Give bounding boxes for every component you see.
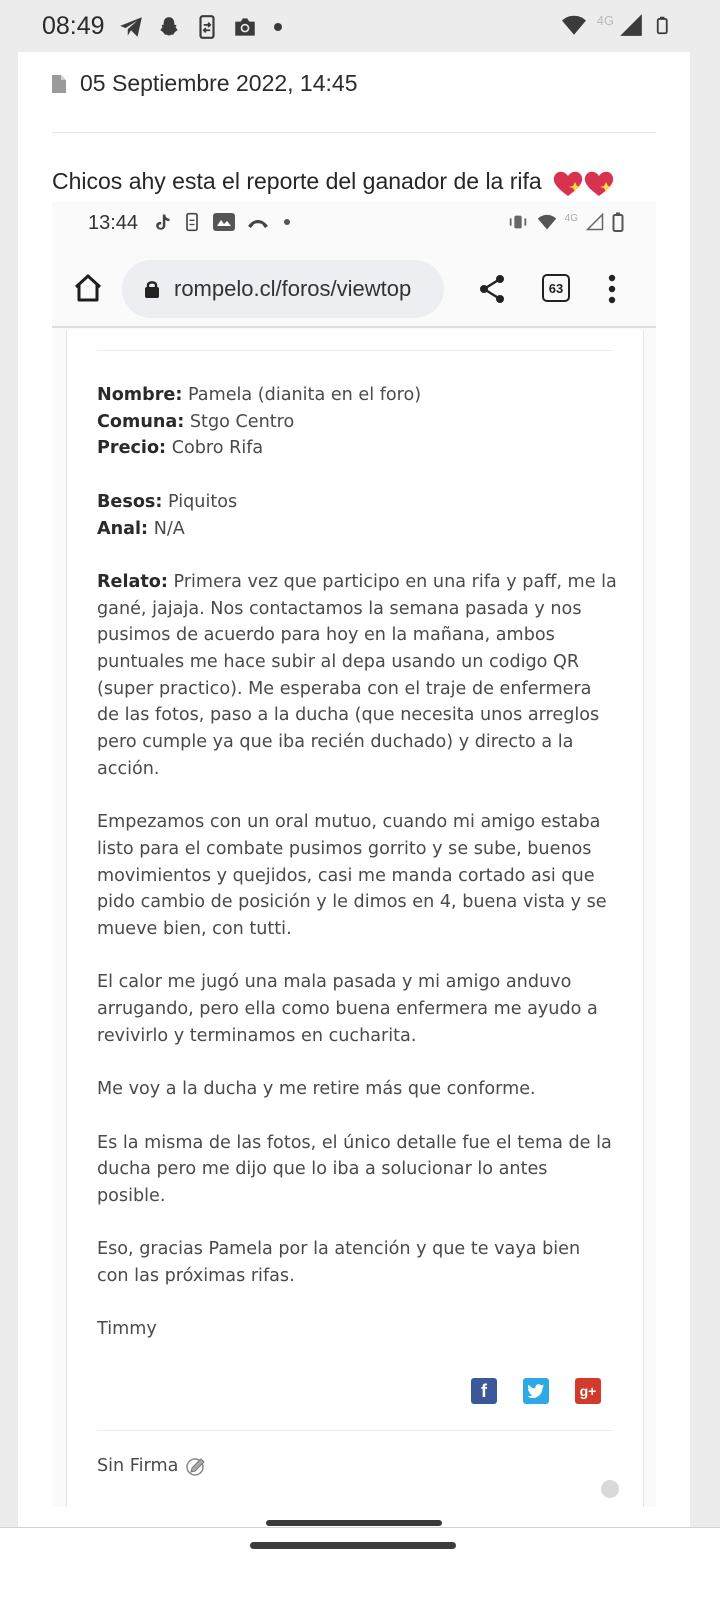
toolbar-divider: [52, 326, 656, 328]
vibrate-icon: [507, 212, 529, 232]
post-divider: [52, 132, 656, 133]
missed-call-icon: [246, 212, 270, 232]
embedded-system-icons: [507, 212, 624, 232]
wifi-icon: [561, 12, 587, 38]
phone-transfer-icon: [194, 14, 220, 40]
embedded-gesture-bar: [266, 1520, 442, 1526]
tab-switcher-button[interactable]: [542, 274, 570, 302]
post-date-text: 05 Septiembre 2022, 14:45: [80, 70, 358, 96]
embedded-battery-icon: [612, 212, 624, 232]
precio-value: Cobro Rifa: [171, 438, 264, 459]
anal-value: N/A: [153, 518, 185, 539]
signature: [97, 1454, 208, 1478]
home-icon[interactable]: [72, 272, 104, 304]
comuna-label: Comuna:: [97, 411, 185, 432]
post-message: [52, 168, 616, 198]
google-plus-glyph: g+: [579, 1383, 597, 1399]
embedded-status-bar: [52, 202, 656, 244]
report-details: [97, 382, 617, 462]
address-bar[interactable]: [122, 260, 444, 318]
twitter-icon[interactable]: [523, 1378, 549, 1404]
besos-label: Besos:: [97, 491, 163, 512]
phone-transfer-icon: [182, 212, 202, 232]
browser-toolbar: [52, 254, 656, 326]
post-message-text: Chicos ahy esta el reporte del ganador de la rifa: [52, 168, 542, 195]
forum-post-page: [18, 52, 690, 1552]
more-notifications-dot: [274, 23, 282, 31]
embedded-notification-icons: [152, 212, 290, 232]
report-body: [97, 382, 617, 1370]
post-date: [52, 70, 357, 97]
precio-label: Precio:: [97, 438, 167, 459]
forum-post-card: [66, 330, 644, 1507]
network-type-label: 4G: [596, 12, 614, 28]
gesture-navigation-handle[interactable]: [250, 1542, 456, 1549]
report-extras: [97, 489, 617, 542]
embedded-wifi-icon: [537, 212, 557, 232]
url-text: rompelo.cl/foros/viewtop: [174, 276, 412, 301]
facebook-glyph: f: [481, 1380, 487, 1401]
document-icon: [52, 75, 66, 93]
paragraph-6: Eso, gracias Pamela por la atención y que te vaya bien con las próximas rifas.: [97, 1239, 581, 1287]
anal-label: Anal:: [97, 518, 149, 539]
system-icons: [561, 12, 672, 38]
google-plus-icon[interactable]: [575, 1378, 601, 1404]
twitter-bird-icon: [527, 1383, 545, 1399]
sparkling-hearts-icon: [552, 168, 616, 198]
relato-label: Relato:: [97, 571, 168, 592]
embedded-status-time: 13:44: [88, 212, 139, 234]
signature-text: Sin Firma: [97, 1456, 179, 1476]
embedded-signal-icon: [586, 213, 604, 231]
signature-divider: [97, 1430, 613, 1431]
overflow-menu-icon[interactable]: [608, 274, 616, 304]
battery-icon: [654, 12, 672, 38]
navigation-bar: [0, 1528, 720, 1600]
paragraph-3: El calor me jugó una mala pasada y mi amigo anduvo arrugando, pero ella como buena enfermera me ayudo a revivirlo y terminamos en cucharita.: [97, 972, 598, 1046]
embedded-network-label: 4G: [564, 212, 578, 224]
signature-edit-icon: [184, 1454, 208, 1478]
nombre-label: Nombre:: [97, 385, 183, 405]
embedded-screenshot: [52, 202, 656, 1507]
comuna-value: Stgo Centro: [189, 411, 295, 432]
telegram-icon: [118, 14, 144, 40]
scroll-up-icon[interactable]: [601, 1480, 619, 1498]
paragraph-5: Es la misma de las fotos, el único detalle fue el tema de la ducha pero me dijo que lo iba a solucionar lo antes posible.: [97, 1132, 612, 1206]
report-author: Timmy: [97, 1319, 157, 1340]
gallery-icon: [212, 212, 236, 232]
tab-count: 63: [548, 280, 564, 296]
card-top-divider: [97, 350, 613, 351]
tiktok-icon: [152, 212, 172, 232]
besos-value: Piquitos: [168, 491, 238, 512]
share-icon[interactable]: [478, 274, 506, 304]
paragraph-4: Me voy a la ducha y me retire más que conforme.: [97, 1079, 536, 1100]
camera-icon: [232, 14, 258, 40]
social-share-buttons: [471, 1378, 601, 1404]
status-bar: [0, 0, 720, 52]
relato-text: Primera vez que participo en una rifa y paff, me la gané, jajaja. Nos contactamos la semana pasada y nos pusimos de acuerdo para hoy en la mañana, ambos puntuales me hace subir al depa usando un codigo QR (super practico). Me esperaba con el traje de enfermera de las fotos, paso a la ducha (que necesita unos arreglos pero cumple ya que iba recién duchado) y directo a la acción.: [97, 571, 617, 779]
nombre-value: Pamela (dianita en el foro): [187, 385, 422, 405]
facebook-icon[interactable]: [471, 1378, 497, 1404]
paragraph-2: Empezamos con un oral mutuo, cuando mi amigo estaba listo para el combate pusimos gorrito y se sube, buenos movimientos y quejidos, casi me manda cortado asi que pido cambio de posición y le dimos en 4, buena vista y se mueve bien, con tutti.: [97, 812, 607, 940]
signal-icon: [618, 12, 644, 38]
notification-icons: [118, 14, 282, 40]
embedded-more-dot: [284, 219, 290, 225]
relato-paragraph: [97, 569, 617, 783]
snapchat-icon: [156, 14, 182, 40]
status-time: 08:49: [42, 12, 105, 40]
lock-icon: [144, 280, 160, 298]
